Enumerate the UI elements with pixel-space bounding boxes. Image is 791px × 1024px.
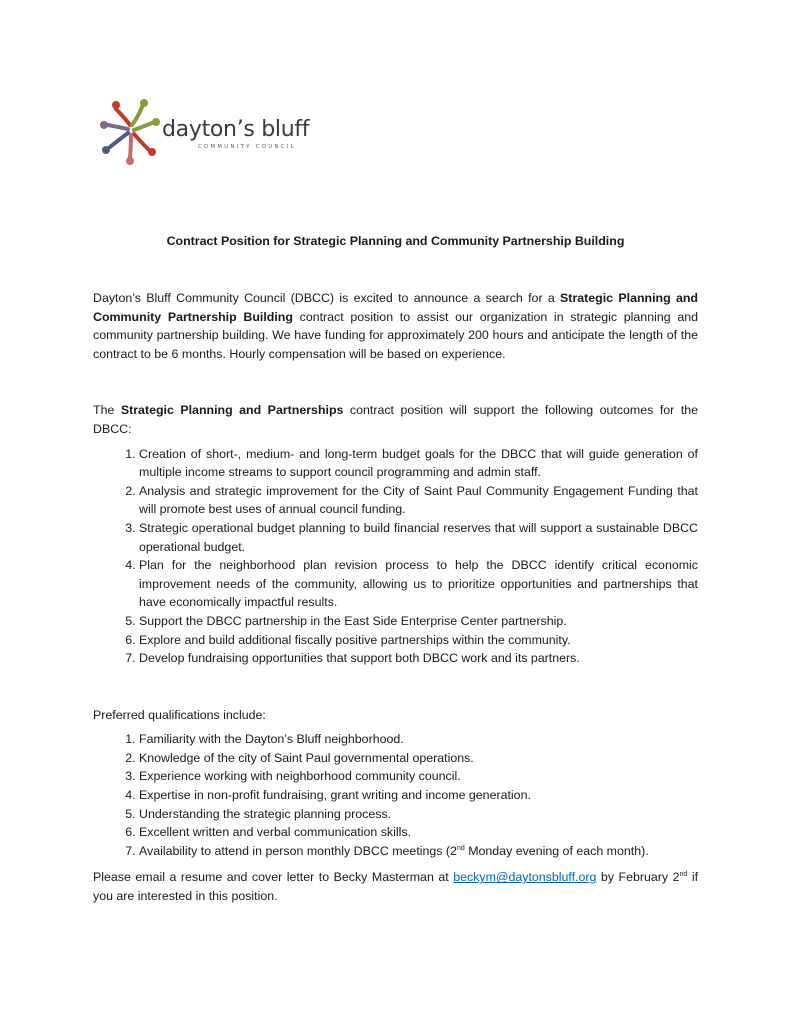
list-item: 4. Plan for the neighborhood plan revision process to help the DBCC identify critical economic improvement needs of the community, allowing us to prioritize opportunities and partnerships that have economically impactful results. [139, 556, 698, 612]
list-item: 4. Expertise in non-profit fundraising, grant writing and income generation. [139, 786, 698, 805]
closing-paragraph: Please email a resume and cover letter to Becky Masterman at beckym@daytonsbluff.org by February 2nd if you are interested in this position. [93, 870, 699, 904]
outcomes-list [93, 445, 698, 668]
intro-paragraph: Dayton’s Bluff Community Council (DBCC) is excited to announce a search for a Strategic Planning and Community Partnership Building contract position to assist our organization in strategic planning and community partnership building. We have funding for approximately 200 hours and anticipate the length of the contract to be 6 months. Hourly compensation will be based on experience. [93, 291, 698, 361]
list-item: 1. Creation of short-, medium- and long-term budget goals for the DBCC that will guide generation of multiple income streams to support council programming and admin staff. [139, 445, 698, 482]
logo-wordmark: dayton’s bluff [162, 117, 310, 142]
list-item: 1. Familiarity with the Dayton’s Bluff neighborhood. [139, 730, 698, 749]
position-name: Strategic Planning and Community Partnership Building [93, 291, 698, 324]
list-item: 2. Analysis and strategic improvement for the City of Saint Paul Community Engagement Funding that will promote best uses of annual council funding. [139, 482, 698, 519]
list-item: 6. Excellent written and verbal communication skills. [139, 823, 698, 842]
list-item: 5. Understanding the strategic planning process. [139, 805, 698, 824]
list-item: 3. Strategic operational budget planning to build financial reserves that will support a sustainable DBCC operational budget. [139, 519, 698, 556]
dayton-bluff-logo [94, 95, 310, 167]
list-item: 5. Support the DBCC partnership in the East Side Enterprise Center partnership. [139, 612, 698, 631]
logo-subtitle: COMMUNITY COUNCIL [198, 144, 297, 150]
list-item: 6. Explore and build additional fiscally positive partnerships within the community. [139, 631, 698, 650]
people-circle-icon [94, 95, 166, 167]
list-item: 7. Develop fundraising opportunities that support both DBCC work and its partners. [139, 649, 698, 668]
outcomes-intro: The Strategic Planning and Partnerships contract position will support the following outcomes for the DBCC: [93, 403, 698, 436]
document-body [93, 289, 698, 906]
list-item: 2. Knowledge of the city of Saint Paul governmental operations. [139, 749, 698, 768]
document-title: Contract Position for Strategic Planning and Community Partnership Building [166, 234, 625, 248]
qualifications-list [93, 730, 698, 860]
position-short-name: Strategic Planning and Partnerships [120, 403, 344, 418]
email-link[interactable]: beckym@daytonsbluff.org [453, 870, 597, 885]
qualifications-heading: Preferred qualifications include: [93, 707, 266, 722]
list-item: 7. Availability to attend in person monthly DBCC meetings (2nd Monday evening of each month). [139, 842, 698, 861]
list-item: 3. Experience working with neighborhood community council. [139, 767, 698, 786]
